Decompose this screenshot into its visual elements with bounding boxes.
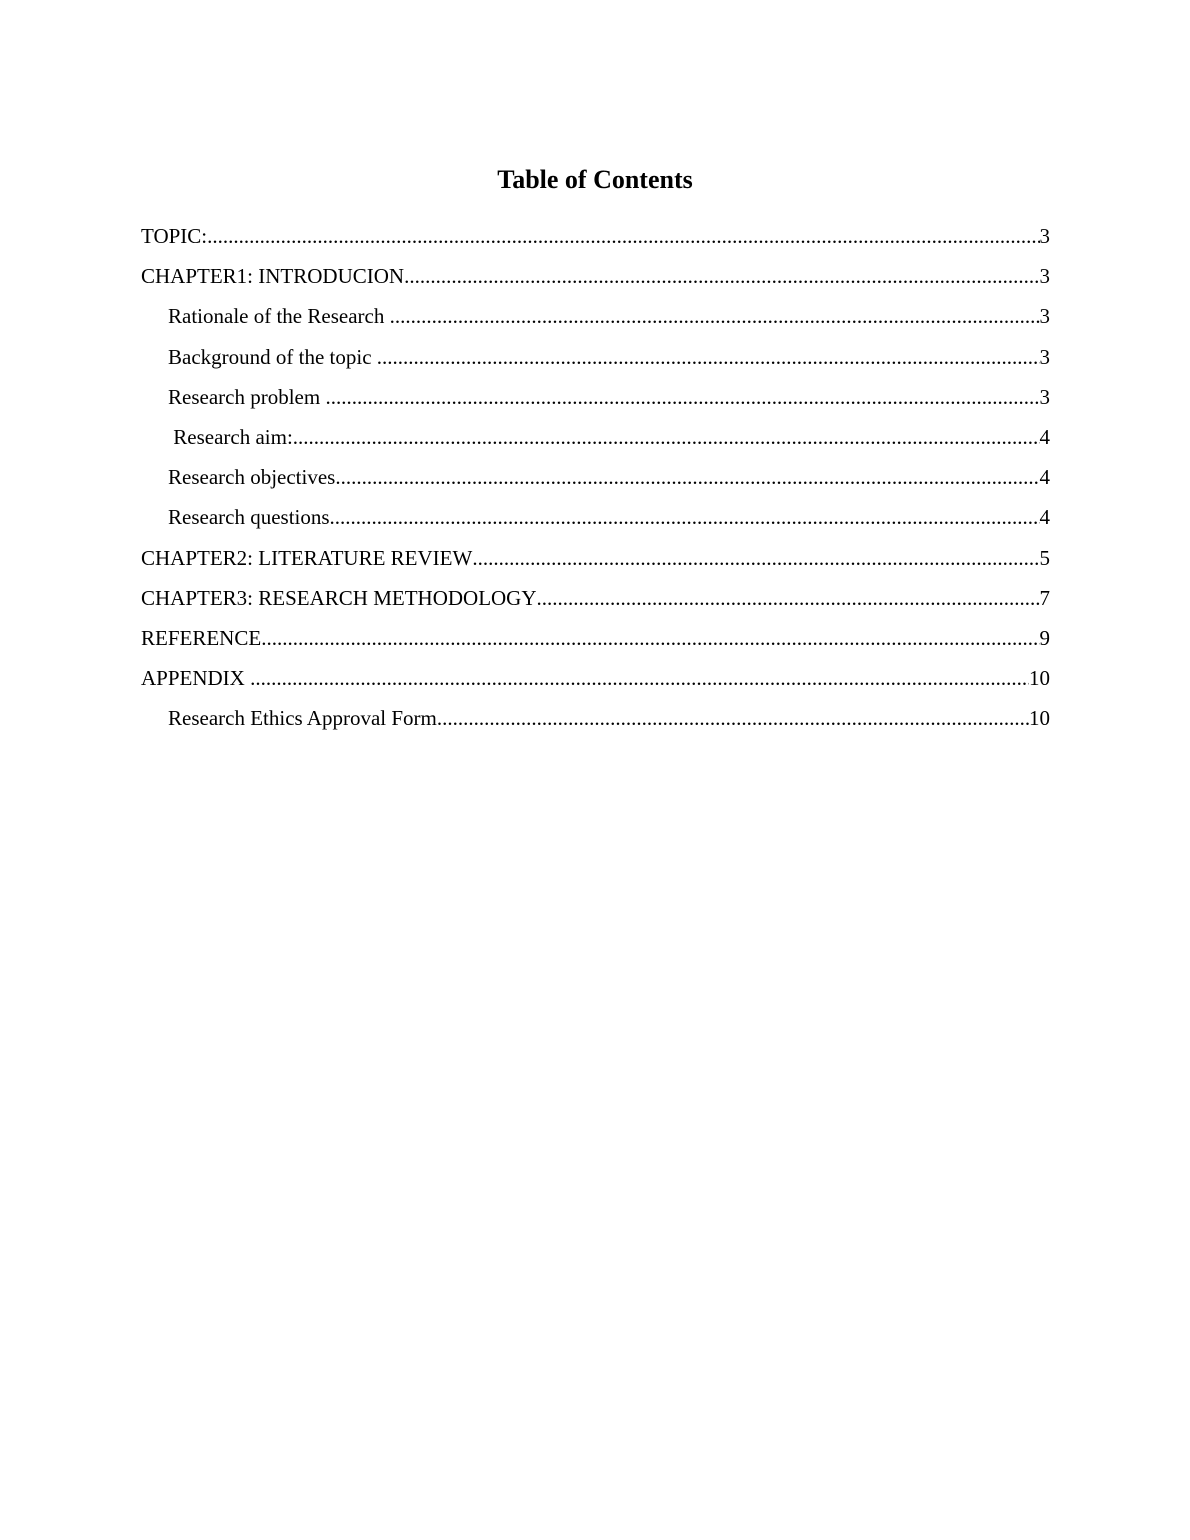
toc-entry-chapter1[interactable]	[141, 260, 1050, 300]
toc-entry-research-questions[interactable]	[141, 501, 1050, 541]
toc-dot-leader	[325, 381, 1039, 413]
toc-entry-appendix[interactable]	[141, 662, 1050, 702]
toc-entry-label: Rationale of the Research	[168, 304, 390, 329]
toc-entry-background[interactable]	[141, 341, 1050, 381]
toc-dot-leader	[335, 461, 1039, 493]
toc-dot-leader	[261, 622, 1039, 654]
toc-entry-label: APPENDIX	[141, 666, 251, 691]
toc-entry-research-problem[interactable]	[141, 381, 1050, 421]
toc-entry-reference[interactable]	[141, 622, 1050, 662]
toc-entry-rationale[interactable]	[141, 300, 1050, 340]
toc-entry-research-objectives[interactable]	[141, 461, 1050, 501]
toc-page-number: 3	[1039, 224, 1050, 248]
toc-dot-leader	[472, 542, 1039, 574]
toc-entry-label: Research aim:	[168, 424, 293, 449]
toc-entry-label: TOPIC:	[141, 224, 208, 248]
toc-dot-leader	[293, 421, 1040, 453]
toc-page-number: 9	[1039, 625, 1050, 650]
toc-page-number: 4	[1039, 424, 1050, 449]
toc-entry-chapter3[interactable]	[141, 582, 1050, 622]
toc-entry-label: Research objectives	[168, 465, 336, 490]
toc-dot-leader	[437, 702, 1029, 734]
toc-page-number: 3	[1039, 264, 1050, 289]
toc-entry-label: Background of the topic	[168, 344, 377, 369]
toc-dot-leader	[207, 220, 1039, 252]
toc-entry-ethics-form[interactable]	[141, 702, 1050, 742]
toc-entry-label: CHAPTER1: INTRODUCION	[141, 264, 405, 289]
toc-page-number: 3	[1039, 304, 1050, 329]
toc-page-number: 7	[1039, 585, 1050, 610]
toc-page-number: 10	[1029, 706, 1050, 731]
toc-entry-label: CHAPTER2: LITERATURE REVIEW	[141, 545, 473, 570]
toc-entry-label: CHAPTER3: RESEARCH METHODOLOGY	[141, 585, 537, 610]
toc-entry-chapter2[interactable]	[141, 542, 1050, 582]
toc-dot-leader	[537, 582, 1040, 614]
toc-entry-research-aim[interactable]	[141, 421, 1050, 461]
toc-dot-leader	[404, 260, 1039, 292]
toc-page-number: 4	[1039, 465, 1050, 490]
toc-entry-label: Research problem	[168, 384, 326, 409]
toc-page-number: 10	[1029, 666, 1050, 691]
toc-page-number: 4	[1039, 505, 1050, 530]
toc-entry-topic[interactable]	[141, 220, 1050, 260]
table-of-contents	[141, 220, 1050, 742]
toc-dot-leader	[390, 300, 1040, 332]
toc-entry-label: REFERENCE	[141, 625, 262, 650]
toc-page-number: 3	[1039, 384, 1050, 409]
toc-dot-leader	[377, 341, 1040, 373]
toc-dot-leader	[250, 662, 1029, 694]
toc-page-number: 5	[1039, 545, 1050, 570]
toc-entry-label: Research questions	[168, 505, 330, 530]
toc-page-number: 3	[1039, 344, 1050, 369]
toc-dot-leader	[330, 501, 1040, 533]
toc-title: Table of Contents	[497, 165, 693, 194]
toc-entry-label: Research Ethics Approval Form	[168, 706, 437, 731]
